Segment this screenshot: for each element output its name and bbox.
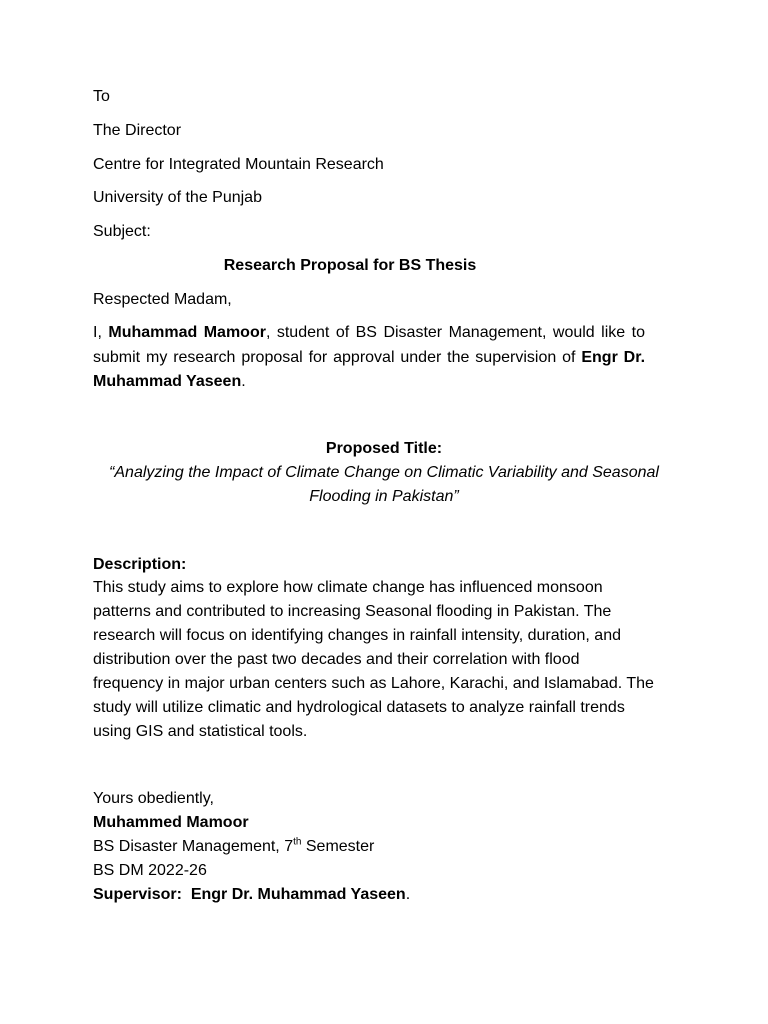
program-ordinal: th <box>293 836 302 848</box>
intro-middle: , student of BS Disaster Management, would like to submit my research proposal for approval under the supervision of <box>93 324 645 366</box>
supervisor-suffix: . <box>405 886 411 903</box>
supervisor-name-inline: Engr Dr. Muhammad Yaseen <box>93 348 646 390</box>
proposed-title-line-2: Flooding in Pakistan” <box>309 488 459 505</box>
subject-title: Research Proposal for BS Thesis <box>223 257 477 274</box>
proposed-title-heading: Proposed Title: <box>325 440 443 457</box>
batch: BS DM 2022-26 <box>93 862 207 879</box>
supervisor-name: Engr Dr. Muhammad Yaseen <box>190 886 406 903</box>
address-department: Centre for Integrated Mountain Research <box>93 156 384 173</box>
address-university: University of the Punjab <box>93 189 262 206</box>
program-semester <box>93 837 374 857</box>
student-name: Muhammad Mamoor <box>108 324 266 341</box>
address-recipient: The Director <box>93 122 182 139</box>
address-to: To <box>93 88 110 105</box>
description-line: distribution over the past two decades and their correlation with flood <box>93 651 580 668</box>
description-line: frequency in major urban centers such as Lahore, Karachi, and Islamabad. The <box>93 675 654 692</box>
supervisor-line <box>93 885 410 905</box>
supervisor-label: Supervisor: <box>93 886 182 903</box>
description-line: using GIS and statistical tools. <box>93 723 308 740</box>
intro-suffix: . <box>241 373 246 390</box>
salutation: Respected Madam, <box>93 291 232 308</box>
subject-label: Subject: <box>93 223 151 240</box>
intro-paragraph <box>93 321 645 395</box>
proposed-title-line-1: “Analyzing the Impact of Climate Change on Climatic Variability and Seasonal <box>109 464 659 481</box>
description-line: study will utilize climatic and hydrological datasets to analyze rainfall trends <box>93 699 625 716</box>
description-line: patterns and contributed to increasing Seasonal flooding in Pakistan. The <box>93 603 612 620</box>
description-heading: Description: <box>93 556 187 573</box>
program-suffix: Semester <box>301 838 375 855</box>
program-prefix: BS Disaster Management, 7 <box>93 838 294 855</box>
valediction: Yours obediently, <box>93 790 214 807</box>
description-line: This study aims to explore how climate change has influenced monsoon <box>93 579 603 596</box>
description-line: research will focus on identifying changes in rainfall intensity, duration, and <box>93 627 621 644</box>
signatory-name: Muhammed Mamoor <box>93 814 249 831</box>
intro-prefix: I, <box>93 324 109 341</box>
